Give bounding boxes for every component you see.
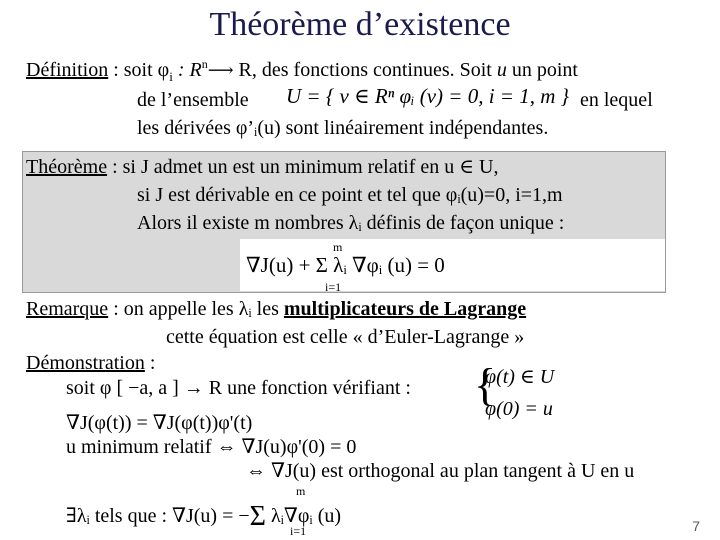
system-brace-icon: { <box>474 359 497 410</box>
demonstration-sum-symbol: Σ <box>249 501 266 532</box>
definition-line-3: les dérivées φ’ᵢ(u) sont linéairement indépendantes. <box>137 117 549 139</box>
definition-set-expression: U = { v ∈ Rⁿ φᵢ (v) = 0, i = 1, m } <box>286 84 570 108</box>
demonstration-line5-end: λᵢ∇φᵢ (u) <box>265 505 342 527</box>
theorem-sum-top: m <box>333 240 343 254</box>
remark-line-1 <box>26 297 526 321</box>
definition-line2-end: en lequel <box>580 89 653 111</box>
remark-line1-start: : on appelle les λᵢ les <box>108 298 284 320</box>
definition-label: Définition <box>26 59 109 81</box>
remark-label: Remarque <box>26 298 109 320</box>
definition-line-1 <box>26 58 578 84</box>
theorem-sum-bottom: i=1 <box>325 280 342 294</box>
demonstration-line-4: ⇔ ∇J(u) est orthogonal au plan tangent à U en u <box>246 460 635 482</box>
theorem-line-1 <box>26 155 499 179</box>
mapping-arrow-icon: ⟶ <box>207 60 234 80</box>
definition-line1-sup: n <box>201 57 208 71</box>
demonstration-soit-line: soit φ [ −a, a ] → R une fonction vérifiant : <box>66 377 411 399</box>
demonstration-line-2: ∇J(φ(t)) = ∇J(φ(t))φ'(t) <box>66 412 253 434</box>
definition-line1-sub: i <box>169 69 173 84</box>
demonstration-line-3: u minimum relatif ⇔ ∇J(u)φ'(0) = 0 <box>66 436 357 458</box>
demonstration-line-5 <box>66 498 341 530</box>
theorem-label: Théorème <box>26 156 108 178</box>
demonstration-label: Démonstration <box>26 352 145 374</box>
definition-line1-u: u <box>496 59 507 81</box>
definition-line1-end: un point <box>506 59 578 81</box>
theorem-equation: ∇J(u) + Σ λᵢ ∇φᵢ (u) = 0 <box>246 253 445 277</box>
definition-line-2 <box>137 88 249 112</box>
page-number: 7 <box>692 518 700 534</box>
definition-line1-tail: R, des fonctions continues. Soit <box>233 59 497 81</box>
demonstration-sum-top: m <box>296 484 306 498</box>
remark-line1-bold: multiplicateurs de Lagrange <box>283 298 527 320</box>
definition-line2-start: de l’ensemble <box>137 89 249 111</box>
theorem-line-2: si J est dérivable en ce point et tel que φᵢ(u)=0, i=1,m <box>137 184 563 206</box>
demonstration-heading <box>26 351 155 375</box>
system-line-1: φ(t) ∈ U <box>485 366 555 388</box>
slide-title: Théorème d’existence <box>209 6 511 43</box>
theorem-line1-text: : si J admet un est un minimum relatif en u ∈ U, <box>107 156 499 178</box>
demonstration-sum-bottom: i=1 <box>290 524 307 538</box>
demonstration-line5-start: ∃λᵢ tels que : ∇J(u) = − <box>66 505 250 527</box>
demonstration-colon: : <box>144 352 156 374</box>
theorem-line-3: Alors il existe m nombres λᵢ définis de façon unique : <box>137 212 565 234</box>
definition-line1-rest: : R <box>172 59 202 81</box>
system-line-2: φ(0) = u <box>485 398 553 420</box>
definition-line1-text: : soit φ <box>108 59 170 81</box>
remark-line-2: cette équation est celle « d’Euler-Lagrange » <box>166 326 525 348</box>
